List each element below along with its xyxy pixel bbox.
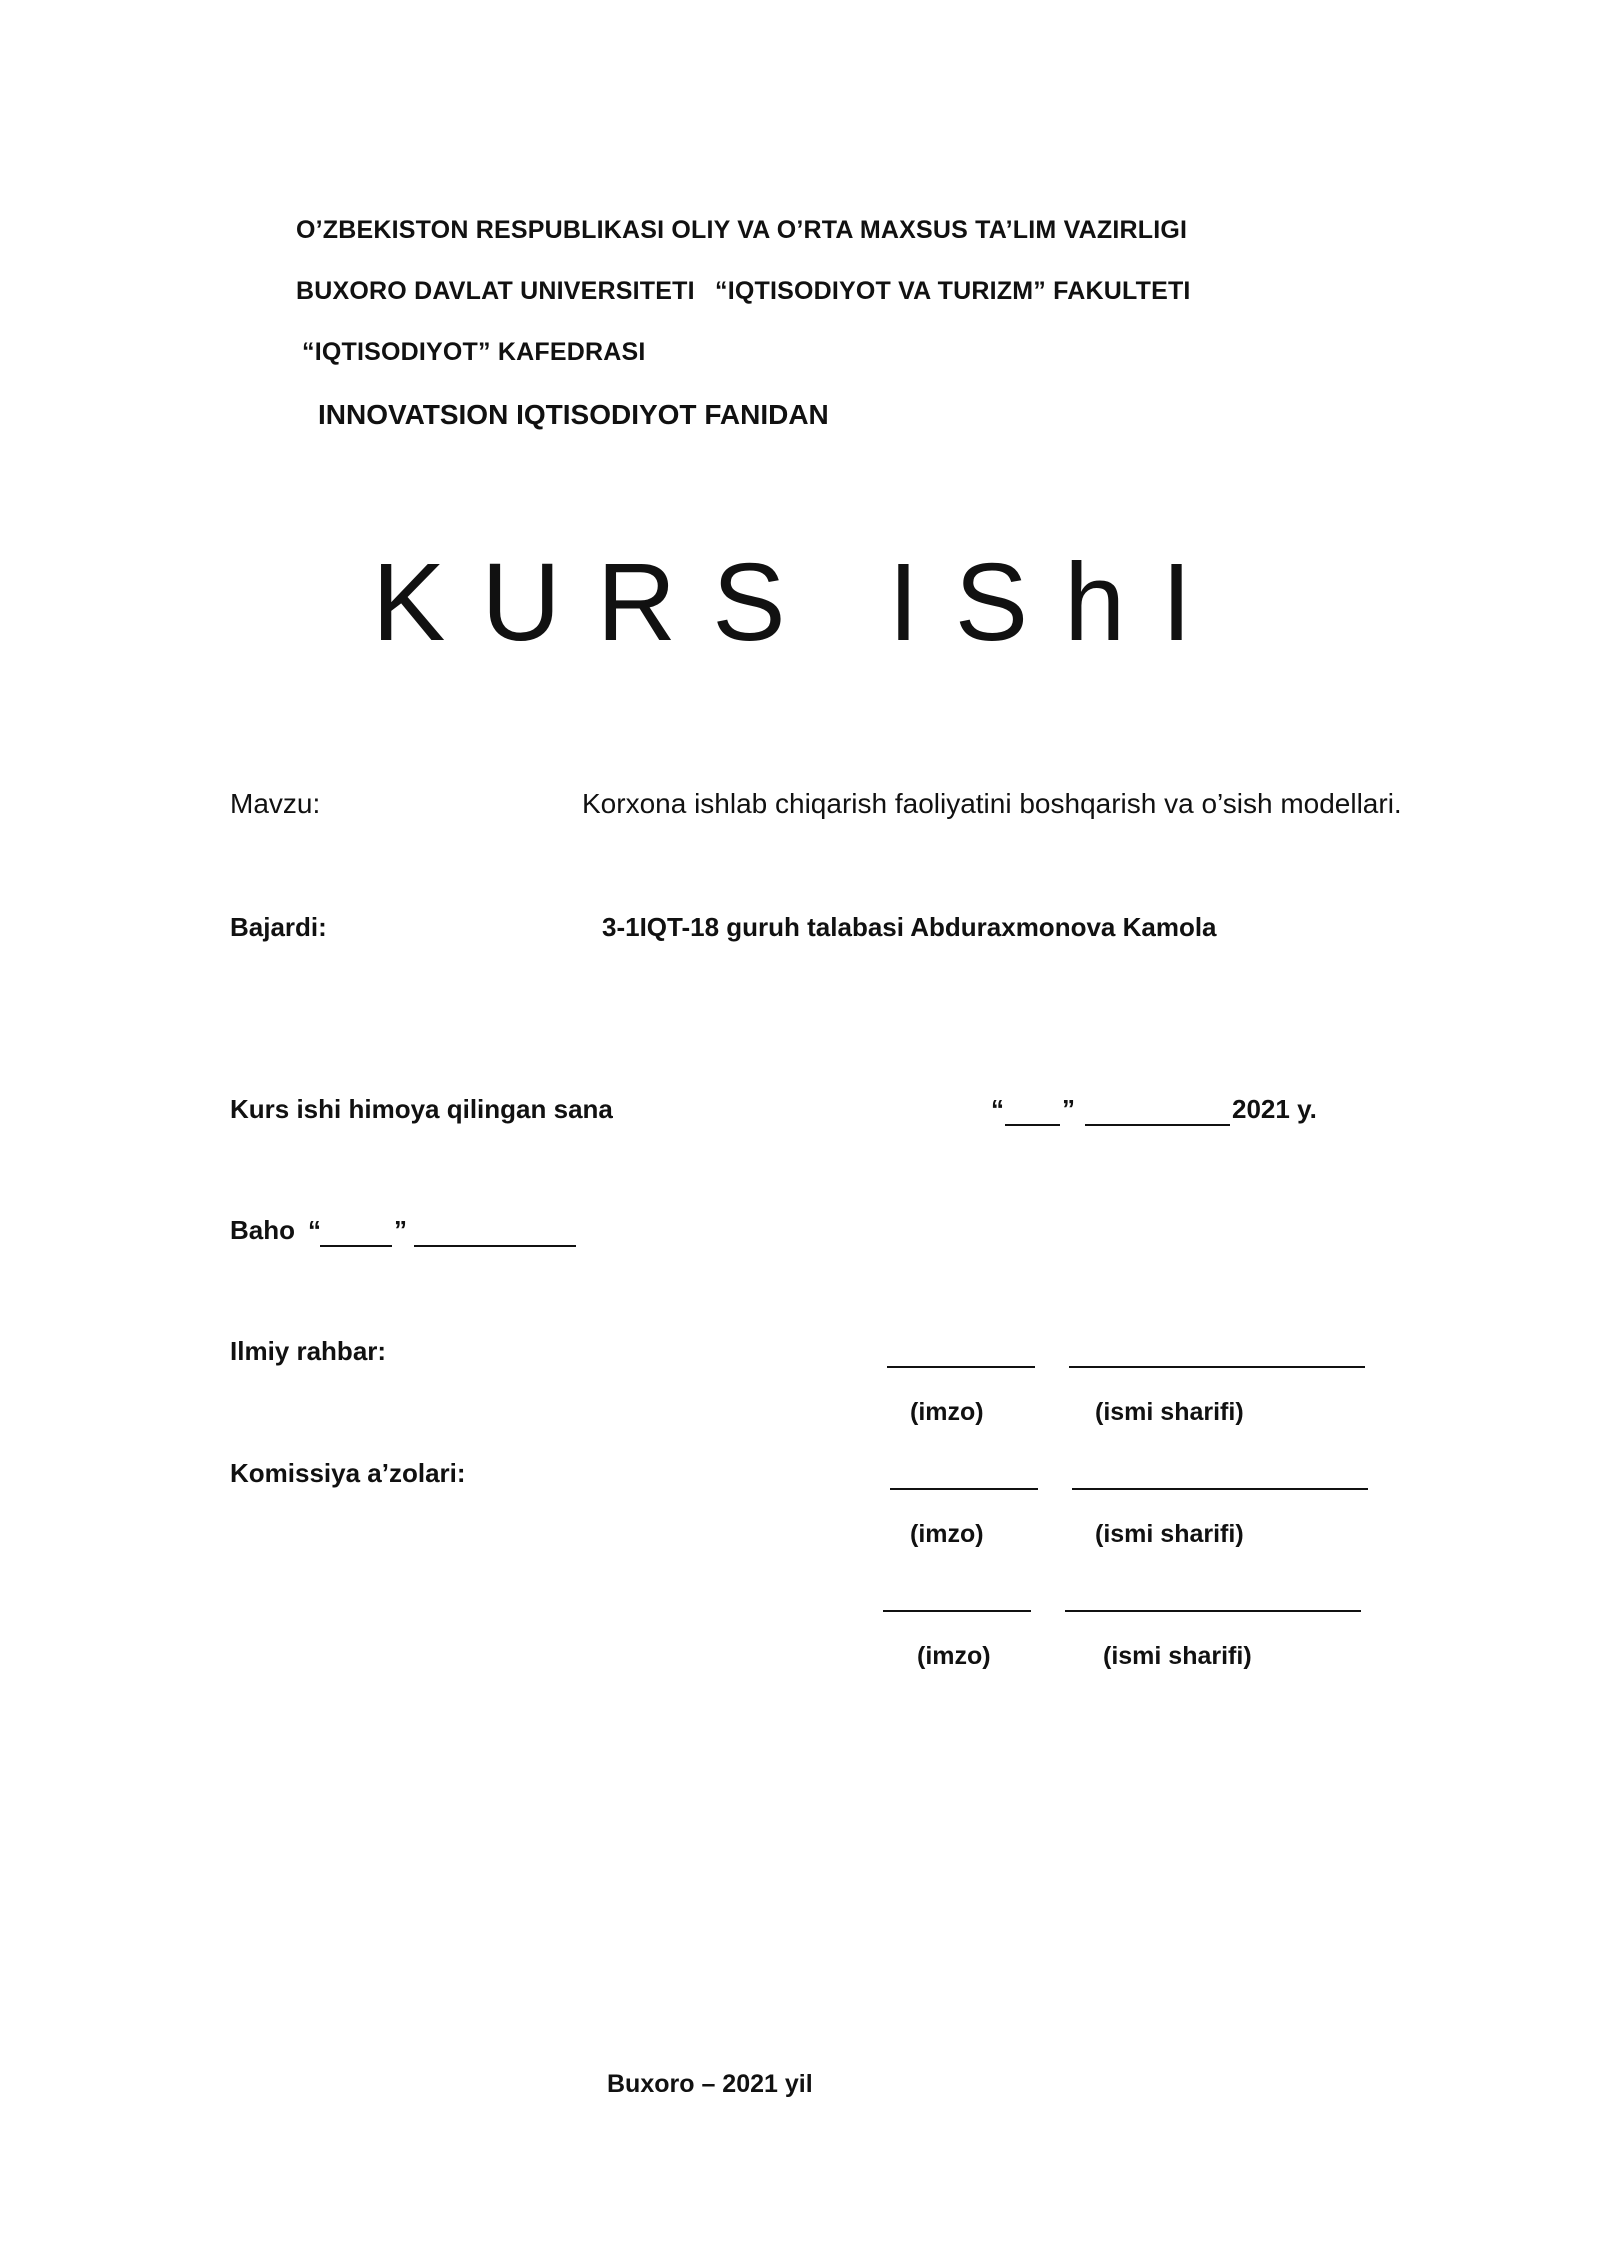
document-title: KURS IShI — [372, 541, 1228, 664]
commission-2-signature-caption: (imzo) — [917, 1642, 991, 1670]
subject-heading: INNOVATSION IQTISODIYOT FANIDAN — [318, 399, 829, 430]
footer-place-year: Buxoro – 2021 yil — [607, 2070, 813, 2098]
topic-label: Mavzu: — [230, 788, 321, 819]
defense-day-blank — [1005, 1124, 1060, 1126]
supervisor-name-caption: (ismi sharifi) — [1095, 1398, 1244, 1426]
grade-word-blank — [414, 1245, 576, 1247]
supervisor-name-line — [1069, 1366, 1365, 1368]
grade-label: Baho — [230, 1215, 295, 1245]
defense-date-label: Kurs ishi himoya qilingan sana — [230, 1094, 613, 1124]
commission-label: Komissiya a’zolari: — [230, 1458, 466, 1488]
topic-value: Korxona ishlab chiqarish faoliyatini boshqarish va o’sish modellari. — [582, 788, 1402, 819]
author-label: Bajardi: — [230, 912, 327, 942]
author-value: 3-1IQT-18 guruh talabasi Abduraxmonova Kamola — [602, 912, 1217, 942]
commission-1-name-line — [1072, 1488, 1368, 1490]
grade-close-quote: ” — [394, 1215, 407, 1245]
supervisor-signature-caption: (imzo) — [910, 1398, 984, 1426]
defense-month-blank — [1085, 1124, 1230, 1126]
commission-2-name-caption: (ismi sharifi) — [1103, 1642, 1252, 1670]
commission-2-signature-line — [883, 1610, 1031, 1612]
faculty-heading: “IQTISODIYOT VA TURIZM” FAKULTETI — [715, 277, 1191, 305]
defense-close-quote: ” — [1062, 1094, 1075, 1124]
commission-1-name-caption: (ismi sharifi) — [1095, 1520, 1244, 1548]
supervisor-label: Ilmiy rahbar: — [230, 1336, 387, 1366]
department-heading: “IQTISODIYOT” KAFEDRASI — [302, 338, 646, 366]
commission-1-signature-line — [890, 1488, 1038, 1490]
defense-year: 2021 y. — [1232, 1094, 1317, 1124]
commission-2-name-line — [1065, 1610, 1361, 1612]
university-heading: BUXORO DAVLAT UNIVERSITETI — [296, 277, 695, 305]
defense-open-quote: “ — [991, 1094, 1004, 1124]
grade-open-quote: “ — [308, 1215, 321, 1245]
supervisor-signature-line — [887, 1366, 1035, 1368]
ministry-heading: O’ZBEKISTON RESPUBLIKASI OLIY VA O’RTA MAXSUS TA’LIM VAZIRLIGI — [296, 216, 1188, 244]
grade-number-blank — [320, 1245, 392, 1247]
commission-1-signature-caption: (imzo) — [910, 1520, 984, 1548]
